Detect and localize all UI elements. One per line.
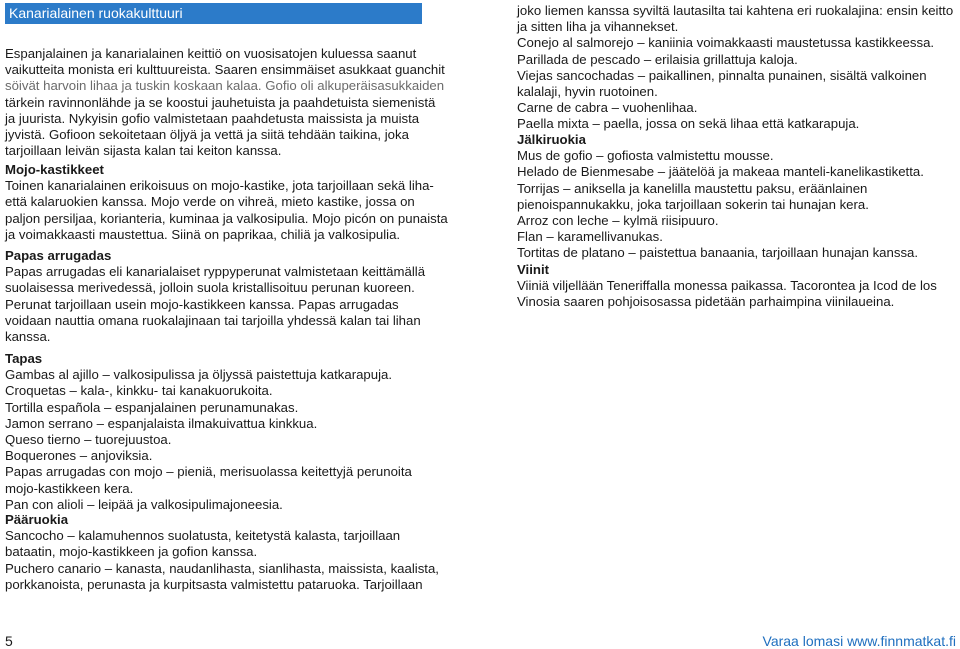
text-line: ja sitten liha ja vihannekset. (517, 19, 679, 35)
text-line: Flan – karamellivanukas. (517, 229, 663, 245)
text-line: Arroz con leche – kylmä riisipuuro. (517, 213, 719, 229)
section-heading: Viinit (517, 262, 549, 277)
text-line: voidaan nauttia omana ruokalajinaan tai tarjoilla yhdessä kalan tai lihan (5, 312, 421, 328)
text-line: jyvistä. Gofioon sekoitetaan öljyä ja vettä ja siitä tehdään taikina, joka (5, 127, 409, 143)
section-title-bar (5, 3, 422, 24)
text-line: Tortitas de platano – paistettua banaania, tarjoillaan hunajan kanssa. (517, 245, 919, 261)
text-line: Papas arrugadas eli kanarialaiset ryppyperunat valmistetaan keittämällä (5, 264, 426, 280)
text-line: kanssa. (5, 329, 51, 345)
text-line: mojo-kastikkeen kera. (5, 480, 134, 496)
text-line: Conejo al salmorejo – kaniinia voimakkaasti maustetussa kastikkeessa. (517, 35, 935, 51)
text-line: Queso tierno – tuorejuustoa. (5, 432, 172, 448)
text-line: Puchero canario – kanasta, naudanlihasta, sianlihasta, maissista, kaalista, (5, 560, 439, 576)
text-line: Torrijas – aniksella ja kanelilla maustettu paksu, eräänlainen (517, 180, 868, 196)
section-heading: Jälkiruokia (517, 132, 586, 147)
text-line: suolaisessa merivedessä, jolloin suola kristallisoituu perunan kuoreen. (5, 280, 415, 296)
text-line: Tortilla española – espanjalainen perunamunakas. (5, 399, 299, 415)
text-line: Parillada de pescado – erilaisia grillattuja kaloja. (517, 51, 798, 67)
text-line: Espanjalainen ja kanarialainen keittiö on vuosisatojen kuluessa saanut (5, 46, 417, 61)
jalkiruokia-section (517, 132, 924, 262)
section-heading: Mojo-kastikkeet (5, 162, 104, 177)
text-line: ja voimakkaasti maustettua. Siinä on paprikaa, chiliä ja valkosipulia. (5, 226, 401, 242)
text-line: Viiniä viljellään Teneriffalla monessa paikassa. Tacorontea ja Icod de los (517, 278, 937, 294)
mojo-section (5, 162, 448, 243)
intro-paragraph (5, 46, 445, 159)
text-line: Perunat tarjoillaan usein mojo-kastikkeen kanssa. Papas arrugadas (5, 296, 399, 312)
section-heading: Papas arrugadas (5, 248, 112, 263)
text-line: vaikutteita monista eri kulttuureista. Saaren ensimmäiset asukkaat guanchit (5, 62, 445, 78)
text-line: paljon persiljaa, korianteria, kuminaa ja valkosipulia. Mojo picón on punaista (5, 210, 448, 226)
text-line: että kalaruokien kanssa. Mojo verde on vihreä, mieto kastike, jossa on (5, 194, 415, 210)
text-line: söivät harvoin lihaa ja tuskin koskaan kalaa. Gofio oli alkuperäisasukkaiden (5, 78, 445, 94)
text-line: Gambas al ajillo – valkosipulissa ja öljyssä paistettuja katkarapuja. (5, 367, 393, 383)
text-line: Toinen kanarialainen erikoisuus on mojo-kastike, jota tarjoillaan sekä liha- (5, 178, 434, 194)
text-line: kalalaji, hyvin ruotoinen. (517, 84, 658, 100)
tapas-section (5, 351, 412, 513)
page-title: Kanarialainen ruokakulttuuri (9, 5, 183, 21)
booking-link[interactable]: Varaa lomasi www.finnmatkat.fi (762, 633, 956, 649)
text-line: Viejas sancochadas – paikallinen, pinnalta punainen, sisältä valkoinen (517, 67, 927, 83)
viinit-section (517, 262, 937, 311)
text-line: Carne de cabra – vuohenlihaa. (517, 100, 698, 116)
text-line: Boquerones – anjoviksia. (5, 448, 153, 464)
text-line: joko liemen kanssa syviltä lautasilta tai kahtena eri ruokalajina: ensin keitto (517, 3, 954, 18)
text-line: Papas arrugadas con mojo – pieniä, merisuolassa keitettyjä perunoita (5, 464, 412, 480)
text-line: tarjoillaan leivän sijasta kalan tai keiton kanssa. (5, 143, 282, 159)
text-line: bataatin, mojo-kastikkeen ja gofion kanssa. (5, 544, 258, 560)
text-line: Paella mixta – paella, jossa on sekä lihaa että katkarapuja. (517, 116, 860, 132)
text-line: Jamon serrano – espanjalaista ilmakuivattua kinkkua. (5, 415, 318, 431)
papas-section (5, 248, 425, 345)
page-number: 5 (5, 633, 13, 649)
text-line: Croquetas – kala-, kinkku- tai kanakuorukoita. (5, 383, 273, 399)
text-line: Vinosia saaren pohjoisosassa pidetään parhaimpina viinilaueina. (517, 294, 895, 310)
paaruokia-continued (517, 3, 953, 133)
text-line: Helado de Bienmesabe – jäätelöä ja makeaa manteli-kanelikastiketta. (517, 164, 924, 180)
text-line: Mus de gofio – gofiosta valmistettu mousse. (517, 148, 774, 164)
section-heading: Pääruokia (5, 512, 69, 527)
text-line: Sancocho – kalamuhennos suolatusta, keitetystä kalasta, tarjoillaan (5, 528, 401, 544)
text-line: Pan con alioli – leipää ja valkosipulimajoneesia. (5, 496, 283, 512)
text-line: ja juurista. Nykyisin gofio valmistetaan paahdetusta maissista ja muista (5, 110, 420, 126)
text-line: porkkanoista, perunasta ja kurpitsasta valmistettu pataruoka. Tarjoillaan (5, 576, 423, 592)
paaruokia-section (5, 512, 439, 593)
text-line: tärkein ravinnonlähde ja se koostui jauhetuista ja paahdetuista siemenistä (5, 94, 436, 110)
section-heading: Tapas (5, 351, 43, 366)
text-line: pienoispannukakku, joka tarjoillaan sokerin tai hunajan kera. (517, 196, 869, 212)
